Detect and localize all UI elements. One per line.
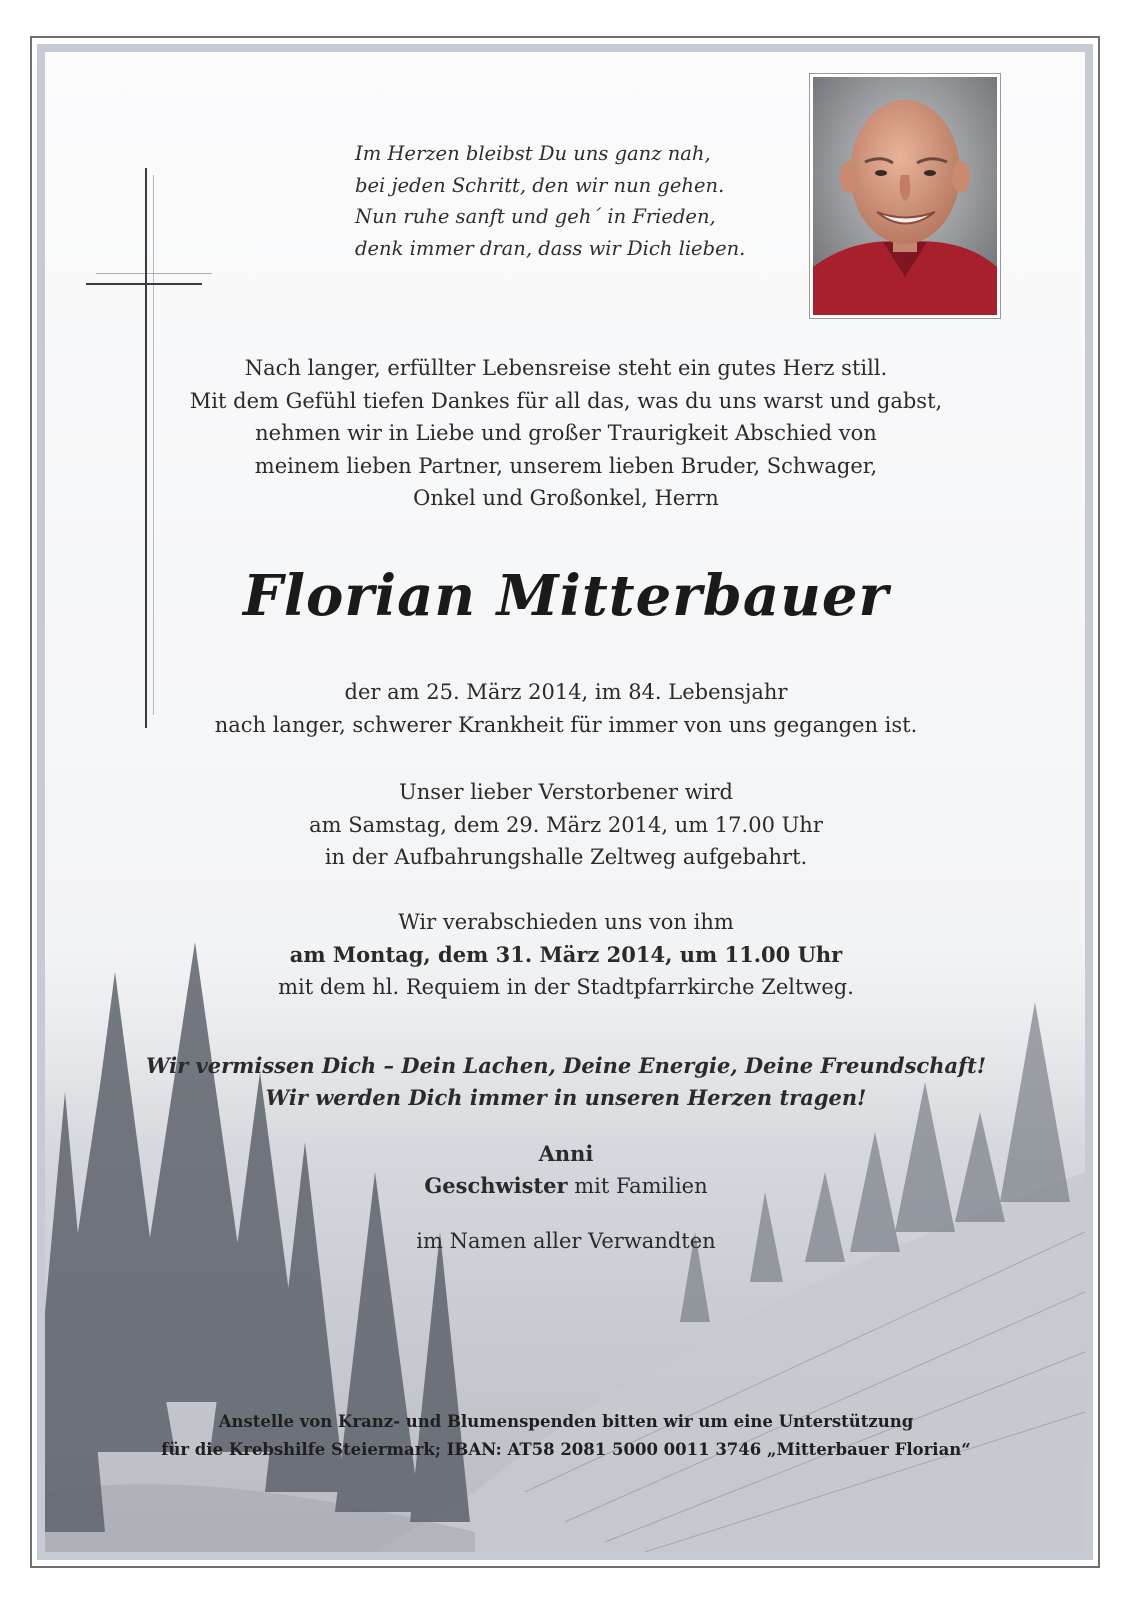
missing-you-text [0,1050,1132,1114]
missing-line: Wir vermissen Dich – Dein Lachen, Deine Energie, Deine Freundschaft! [145,1053,987,1078]
poem-line: Nun ruhe sanft und geh´ in Frieden, [355,205,716,228]
mourner-name: Anni [538,1141,594,1166]
poem-line: Im Herzen bleibst Du uns ganz nah, [355,142,711,165]
donation-line: Anstelle von Kranz- und Blumenspenden bitten wir um eine Unterstützung [218,1412,914,1431]
deceased-name: Florian Mitterbauer [242,563,890,629]
poem-line: denk immer dran, dass wir Dich lieben. [355,236,746,260]
intro-line: Nach langer, erfüllter Lebensreise steht ein gutes Herz still. [244,356,888,380]
intro-line: Onkel und Großonkel, Herrn [413,486,719,510]
viewing-line: am Samstag, dem 29. März 2014, um 17.00 Uhr [309,812,823,837]
death-notice [0,676,1132,741]
donation-request [0,1408,1132,1464]
intro-line: nehmen wir in Liebe und großer Traurigkeit Abschied von [255,421,877,445]
viewing-line: Unser lieber Verstorbener wird [399,780,733,804]
death-notice-line: nach langer, schwerer Krankheit für immer von uns gegangen ist. [214,712,918,737]
poem-line: bei jeden Schritt, den wir nun gehen. [355,173,725,197]
memorial-poem [355,138,775,264]
cross-shadow-horizontal [96,273,212,274]
mourners [0,1138,1132,1202]
viewing-line: in der Aufbahrungshalle Zeltweg aufgebahrt. [324,845,808,869]
viewing-info [0,776,1132,874]
mourner-siblings [0,1170,1132,1202]
death-notice-line: der am 25. März 2014, im 84. Lebensjahr [344,680,788,704]
intro-line: meinem lieben Partner, unserem lieben Bruder, Schwager, [254,453,878,478]
intro-line: Mit dem Gefühl tiefen Dankes für all das, was du uns warst und gabst, [189,388,943,413]
funeral-line: mit dem hl. Requiem in der Stadtpfarrkirche Zeltweg. [278,975,854,999]
siblings-label: Geschwister [424,1173,568,1198]
portrait-photo [813,77,997,315]
siblings-suffix: mit Familien [567,1174,708,1198]
missing-line: Wir werden Dich immer in unseren Herzen tragen! [265,1085,867,1110]
cross-horizontal [86,283,202,285]
intro-text [0,352,1132,515]
funeral-line: Wir verabschieden uns von ihm [398,910,734,934]
portrait-frame [809,73,1001,319]
funeral-info [0,906,1132,1004]
relatives-line: im Namen aller Verwandten [416,1229,716,1253]
funeral-date: am Montag, dem 31. März 2014, um 11.00 Uhr [289,941,843,967]
donation-line: für die Krebshilfe Steiermark; IBAN: AT58 2081 5000 0011 3746 „Mitterbauer Florian“ [161,1440,971,1459]
